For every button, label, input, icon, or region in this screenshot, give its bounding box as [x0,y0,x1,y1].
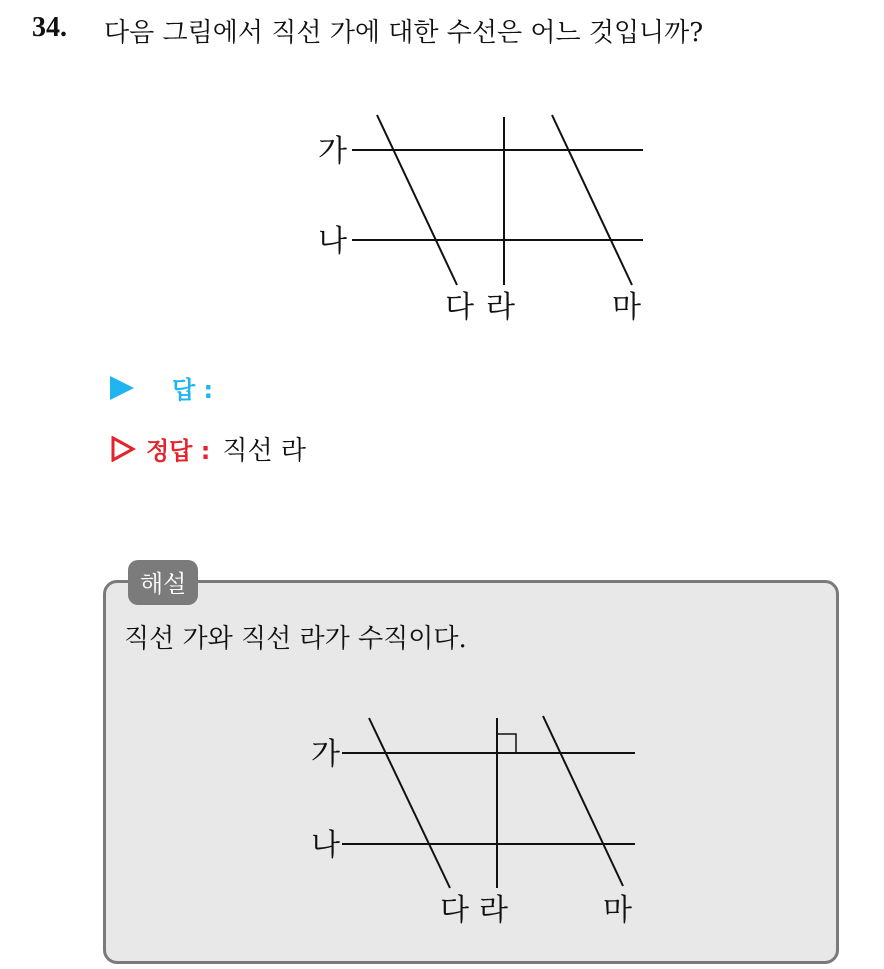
label-ra: 라 [486,290,515,325]
answer-row [110,370,213,405]
label-ma: 마 [612,290,641,325]
question-figure [310,105,660,325]
label-da: 다 [440,893,469,928]
label-ga: 가 [311,737,340,772]
answer-label: 답 : [172,376,214,404]
correct-answer-value: 직선 라 [222,436,306,466]
label-da: 다 [445,290,474,325]
label-na: 나 [311,828,340,863]
explanation-figure [305,708,655,933]
line-da [369,718,450,888]
label-ma: 마 [603,893,632,928]
right-angle-mark [497,734,516,753]
label-na: 나 [318,224,347,259]
line-ma [543,716,623,886]
question-number: 34. [32,12,67,43]
play-triangle-icon [110,376,134,400]
line-ma [552,115,632,285]
question-text: 다음 그림에서 직선 가에 대한 수선은 어느 것입니까? [104,18,704,48]
line-da [377,115,457,285]
correct-answer-label: 정답 : [146,437,211,465]
explanation-text: 직선 가와 직선 라가 수직이다. [124,624,467,654]
label-ra: 라 [479,893,508,928]
explanation-tag: 해설 [128,560,198,605]
outline-triangle-icon [110,436,136,462]
correct-answer-row [110,430,306,467]
label-ga: 가 [318,134,347,169]
